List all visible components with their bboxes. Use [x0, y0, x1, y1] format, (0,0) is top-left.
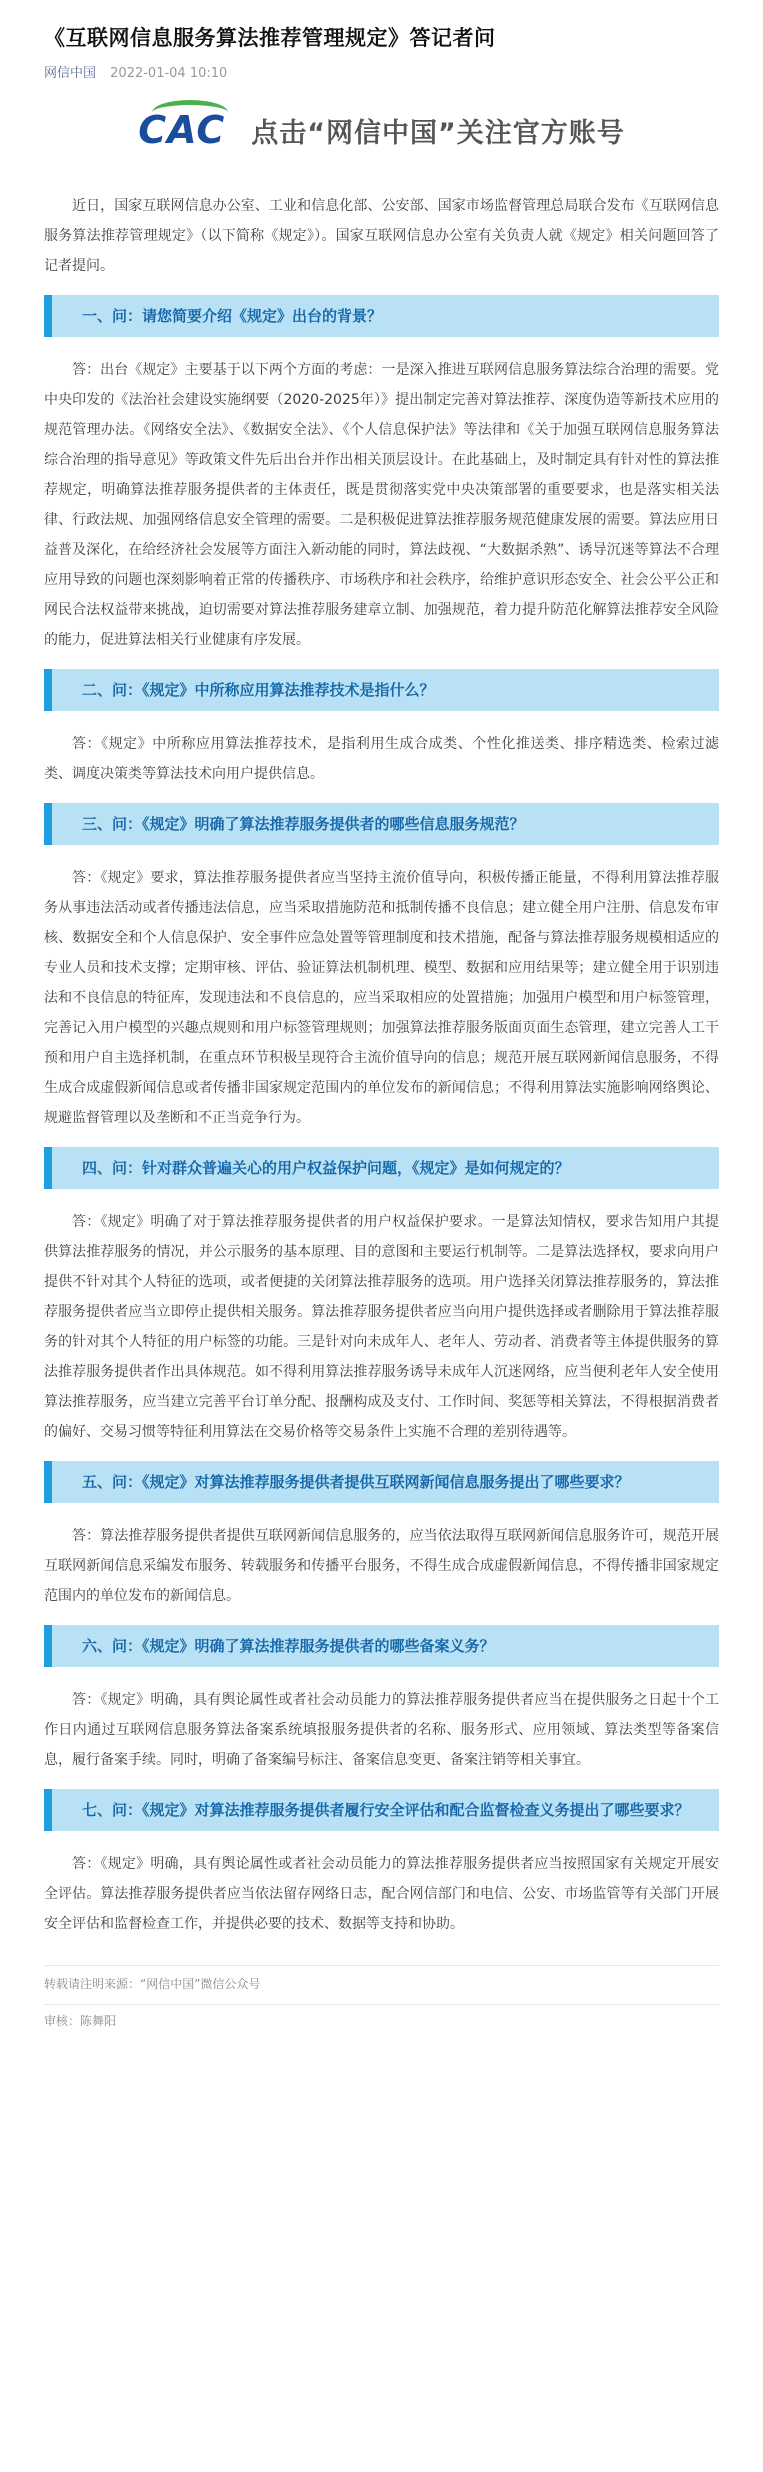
intro-paragraph: 近日，国家互联网信息办公室、工业和信息化部、公安部、国家市场监督管理总局联合发布《互联网信息服务算法推荐管理规定》（以下简称《规定》）。国家互联网信息办公室有关负责人就《规定》相关问题回答了记者提问。	[44, 198, 719, 274]
answer-paragraph-3: 答：《规定》要求，算法推荐服务提供者应当坚持主流价值导向，积极传播正能量，不得利用算法推荐服务从事违法活动或者传播违法信息，应当采取措施防范和抵制传播不良信息；建立健全用户注册、信息发布审核、数据安全和个人信息保护、安全事件应急处置等管理制度和技术措施，配备与算法推荐服务规模相适应的专业人员和技术支撑；定期审核、评估、验证算法机制机理、模型、数据和应用结果等；建立健全用于识别违法和不良信息的特征库，发现违法和不良信息的，应当采取相应的处置措施；加强用户模型和用户标签管理，完善记入用户模型的兴趣点规则和用户标签管理规则；加强算法推荐服务版面页面生态管理，建立完善人工干预和用户自主选择机制，在重点环节积极呈现符合主流价值导向的信息；规范开展互联网新闻信息服务，不得生成合成虚假新闻信息或者传播非国家规定范围内的单位发布的新闻信息；不得利用算法实施影响网络舆论、规避监督管理以及垄断和不正当竞争行为。	[44, 870, 719, 1126]
article-meta	[44, 62, 719, 81]
reviewer-credit: 审核：陈舞阳	[44, 2004, 719, 2031]
article-footer	[44, 1965, 719, 2031]
answer-paragraph-6: 答：《规定》明确，具有舆论属性或者社会动员能力的算法推荐服务提供者应当在提供服务之日起十个工作日内通过互联网信息服务算法备案系统填报服务提供者的名称、服务形式、应用领域、算法类型等备案信息，履行备案手续。同时，明确了备案编号标注、备案信息变更、备案注销等相关事宜。	[44, 1692, 719, 1768]
question-heading-5: 五、问：《规定》对算法推荐服务提供者提供互联网新闻信息服务提出了哪些要求？	[44, 1461, 719, 1503]
follow-slogan: 点击“网信中国”关注官方账号	[251, 117, 625, 149]
answer-paragraph-1: 答：出台《规定》主要基于以下两个方面的考虑：一是深入推进互联网信息服务算法综合治理的需要。党中央印发的《法治社会建设实施纲要（2020-2025年）》提出制定完善对算法推荐、深度伪造等新技术应用的规范管理办法。《网络安全法》、《数据安全法》、《个人信息保护法》等法律和《关于加强互联网信息服务算法综合治理的指导意见》等政策文件先后出台并作出相关顶层设计。在此基础上，及时制定具有针对性的算法推荐规定，明确算法推荐服务提供者的主体责任，既是贯彻落实党中央决策部署的重要要求，也是落实相关法律、行政法规、加强网络信息安全管理的需要。二是积极促进算法推荐服务规范健康发展的需要。算法应用日益普及深化，在给经济社会发展等方面注入新动能的同时，算法歧视、“大数据杀熟”、诱导沉迷等算法不合理应用导致的问题也深刻影响着正常的传播秩序、市场秩序和社会秩序，给维护意识形态安全、社会公平公正和网民合法权益带来挑战，迫切需要对算法推荐服务建章立制、加强规范，着力提升防范化解算法推荐安全风险的能力，促进算法相关行业健康有序发展。	[44, 362, 719, 648]
question-heading-4: 四、问：针对群众普遍关心的用户权益保护问题，《规定》是如何规定的？	[44, 1147, 719, 1189]
answer-paragraph-2: 答：《规定》中所称应用算法推荐技术，是指利用生成合成类、个性化推送类、排序精选类、检索过滤类、调度决策类等算法技术向用户提供信息。	[44, 736, 719, 782]
question-heading-6: 六、问：《规定》明确了算法推荐服务提供者的哪些备案义务？	[44, 1625, 719, 1667]
question-heading-2: 二、问：《规定》中所称应用算法推荐技术是指什么？	[44, 669, 719, 711]
follow-banner[interactable]	[44, 97, 719, 163]
publish-date: 2022-01-04 10:10	[110, 66, 228, 81]
answer-paragraph-7: 答：《规定》明确，具有舆论属性或者社会动员能力的算法推荐服务提供者应当按照国家有关规定开展安全评估。算法推荐服务提供者应当依法留存网络日志，配合网信部门和电信、公安、市场监管等有关部门开展安全评估和监督检查工作，并提供必要的技术、数据等支持和协助。	[44, 1856, 719, 1932]
cac-logo	[138, 108, 225, 152]
reprint-notice: 转载请注明来源：“网信中国”微信公众号	[44, 1965, 719, 1994]
article-title: 《互联网信息服务算法推荐管理规定》答记者问	[44, 26, 496, 50]
account-name-link[interactable]: 网信中国	[44, 66, 97, 81]
question-heading-1: 一、问：请您简要介绍《规定》出台的背景？	[44, 295, 719, 337]
answer-paragraph-5: 答：算法推荐服务提供者提供互联网新闻信息服务的，应当依法取得互联网新闻信息服务许可，规范开展互联网新闻信息采编发布服务、转载服务和传播平台服务，不得生成合成虚假新闻信息，不得传播非国家规定范围内的单位发布的新闻信息。	[44, 1528, 719, 1604]
answer-paragraph-4: 答：《规定》明确了对于算法推荐服务提供者的用户权益保护要求。一是算法知情权，要求告知用户其提供算法推荐服务的情况，并公示服务的基本原理、目的意图和主要运行机制等。二是算法选择权，要求向用户提供不针对其个人特征的选项，或者便捷的关闭算法推荐服务的选项。用户选择关闭算法推荐服务的，算法推荐服务提供者应当立即停止提供相关服务。算法推荐服务提供者应当向用户提供选择或者删除用于算法推荐服务的针对其个人特征的用户标签的功能。三是针对向未成年人、老年人、劳动者、消费者等主体提供服务的算法推荐服务提供者作出具体规范。如不得利用算法推荐服务诱导未成年人沉迷网络，应当便利老年人安全使用算法推荐服务，应当建立完善平台订单分配、报酬构成及支付、工作时间、奖惩等相关算法，不得根据消费者的偏好、交易习惯等特征利用算法在交易价格等交易条件上实施不合理的差别待遇等。	[44, 1214, 719, 1440]
question-heading-3: 三、问：《规定》明确了算法推荐服务提供者的哪些信息服务规范？	[44, 803, 719, 845]
cac-logo-text: CAC	[138, 108, 226, 152]
question-heading-7: 七、问：《规定》对算法推荐服务提供者履行安全评估和配合监督检查义务提出了哪些要求？	[44, 1789, 719, 1831]
